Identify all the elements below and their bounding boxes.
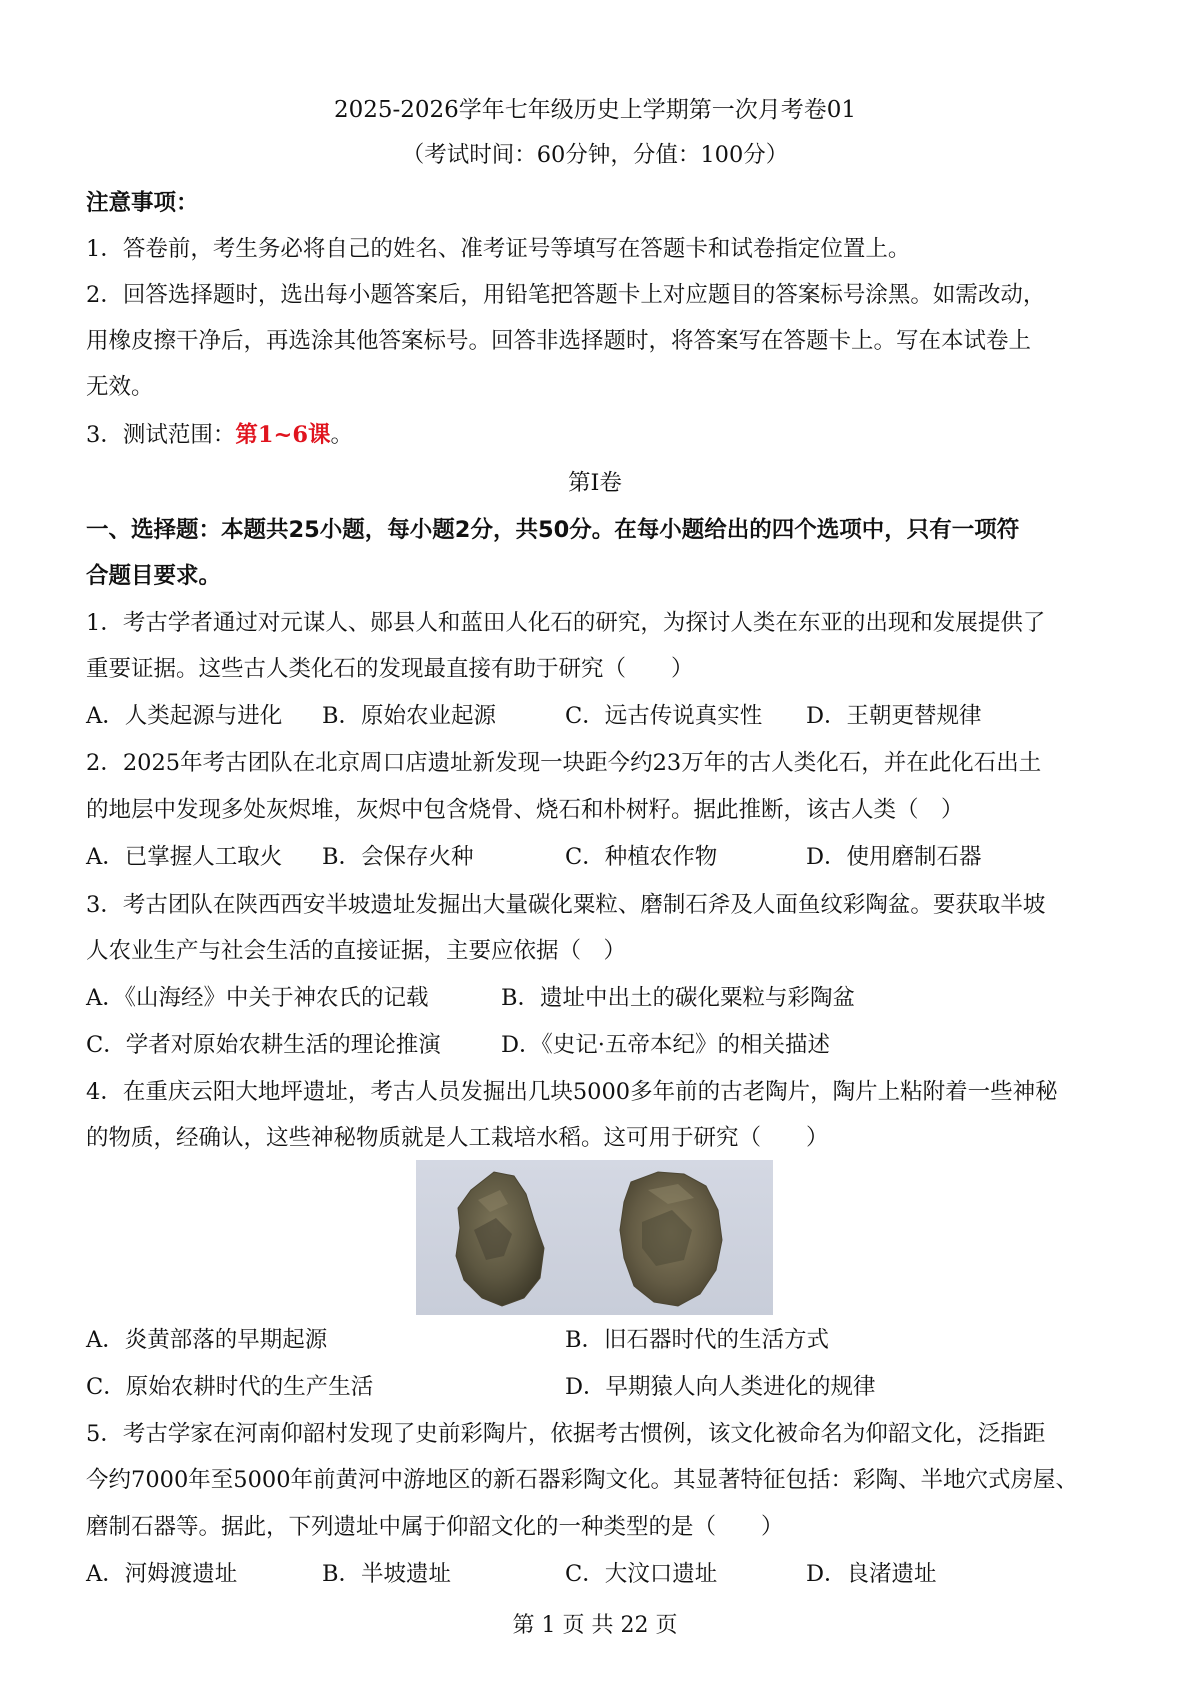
q3-stem-line-1: 3．考古团队在陕西西安半坡遗址发掘出大量碳化粟粒、磨制石斧及人面鱼纹彩陶盆。要获取半坡 <box>86 892 1046 918</box>
q1-stem-line-1: 1．考古学者通过对元谋人、郧县人和蓝田人化石的研究，为探讨人类在东亚的出现和发展提供了 <box>86 610 1046 636</box>
note-3-suffix: 。 <box>330 422 354 448</box>
q5-option-a: A．河姆渡遗址 <box>86 1561 238 1587</box>
exam-title: 2025-2026学年七年级历史上学期第一次月考卷01 <box>333 97 857 123</box>
pottery-shards-image <box>416 1160 773 1315</box>
test-range: 第1~6课 <box>235 422 331 448</box>
q1-option-d: D．王朝更替规律 <box>806 703 982 729</box>
q4-stem-line-1: 4．在重庆云阳大地坪遗址，考古人员发掘出几块5000多年前的古老陶片，陶片上粘附着一些神秘 <box>86 1079 1058 1105</box>
q2-option-d: D．使用磨制石器 <box>806 844 982 870</box>
section-heading-line-2: 合题目要求。 <box>86 563 222 589</box>
q5-stem-line-3: 磨制石器等。据此，下列遗址中属于仰韶文化的一种类型的是（ ） <box>86 1514 784 1540</box>
q4-option-b: B．旧石器时代的生活方式 <box>565 1327 830 1353</box>
q1-stem-line-2: 重要证据。这些古人类化石的发现最直接有助于研究（ ） <box>86 656 694 682</box>
q4-option-c: C．原始农耕时代的生产生活 <box>86 1374 374 1400</box>
q3-option-d: D．《史记·五帝本纪》的相关描述 <box>501 1032 830 1058</box>
q3-stem-line-2: 人农业生产与社会生活的直接证据，主要应依据（ ） <box>86 938 627 964</box>
q4-stem-line-2: 的物质，经确认，这些神秘物质就是人工栽培水稻。这可用于研究（ ） <box>86 1125 829 1151</box>
note-2-line-2: 用橡皮擦干净后，再选涂其他答案标号。回答非选择题时，将答案写在答题卡上。写在本试卷上 <box>86 328 1032 354</box>
q3-option-c: C．学者对原始农耕生活的理论推演 <box>86 1032 441 1058</box>
note-3 <box>86 420 1106 450</box>
pottery-shards-photo <box>416 1160 773 1315</box>
q4-option-d: D．早期猿人向人类进化的规律 <box>565 1374 876 1400</box>
q4-option-a: A．炎黄部落的早期起源 <box>86 1327 328 1353</box>
q3-option-a: A．《山海经》中关于神农氏的记载 <box>86 985 429 1011</box>
volume-label: 第Ⅰ卷 <box>568 470 622 496</box>
q1-option-a: A．人类起源与进化 <box>86 703 283 729</box>
note-2-line-3: 无效。 <box>86 374 154 400</box>
q5-option-c: C．大汶口遗址 <box>565 1561 718 1587</box>
q2-stem-line-2: 的地层中发现多处灰烬堆，灰烬中包含烧骨、烧石和朴树籽。据此推断，该古人类（ ） <box>86 797 964 823</box>
q2-option-c: C．种植农作物 <box>565 844 718 870</box>
q5-option-d: D．良渚遗址 <box>806 1561 937 1587</box>
q3-option-b: B．遗址中出土的碳化粟粒与彩陶盆 <box>501 985 856 1011</box>
note-3-prefix: 3．测试范围： <box>86 422 236 448</box>
q1-option-c: C．远古传说真实性 <box>565 703 763 729</box>
q2-stem-line-1: 2．2025年考古团队在北京周口店遗址新发现一块距今约23万年的古人类化石，并在此化石出土 <box>86 750 1042 776</box>
q5-stem-line-1: 5．考古学家在河南仰韶村发现了史前彩陶片，依据考古惯例，该文化被命名为仰韶文化，泛指距 <box>86 1421 1046 1447</box>
exam-subtitle: （考试时间：60分钟，分值：100分） <box>401 142 789 168</box>
q2-option-a: A．已掌握人工取火 <box>86 844 283 870</box>
notes-heading: 注意事项： <box>86 190 199 216</box>
note-2-line-1: 2．回答选择题时，选出每小题答案后，用铅笔把答题卡上对应题目的答案标号涂黑。如需改动， <box>86 282 1046 308</box>
q5-stem-line-2: 今约7000年至5000年前黄河中游地区的新石器彩陶文化。其显著特征包括：彩陶、半地穴式房屋、 <box>86 1467 1079 1493</box>
q5-option-b: B．半坡遗址 <box>322 1561 452 1587</box>
q2-option-b: B．会保存火种 <box>322 844 474 870</box>
note-1: 1．答卷前，考生务必将自己的姓名、准考证号等填写在答题卡和试卷指定位置上。 <box>86 236 911 262</box>
q1-option-b: B．原始农业起源 <box>322 703 497 729</box>
section-heading-line-1: 一、选择题：本题共25小题，每小题2分，共50分。在每小题给出的四个选项中，只有一项符 <box>86 517 1020 543</box>
page-number: 第 1 页 共 22 页 <box>512 1613 678 1638</box>
